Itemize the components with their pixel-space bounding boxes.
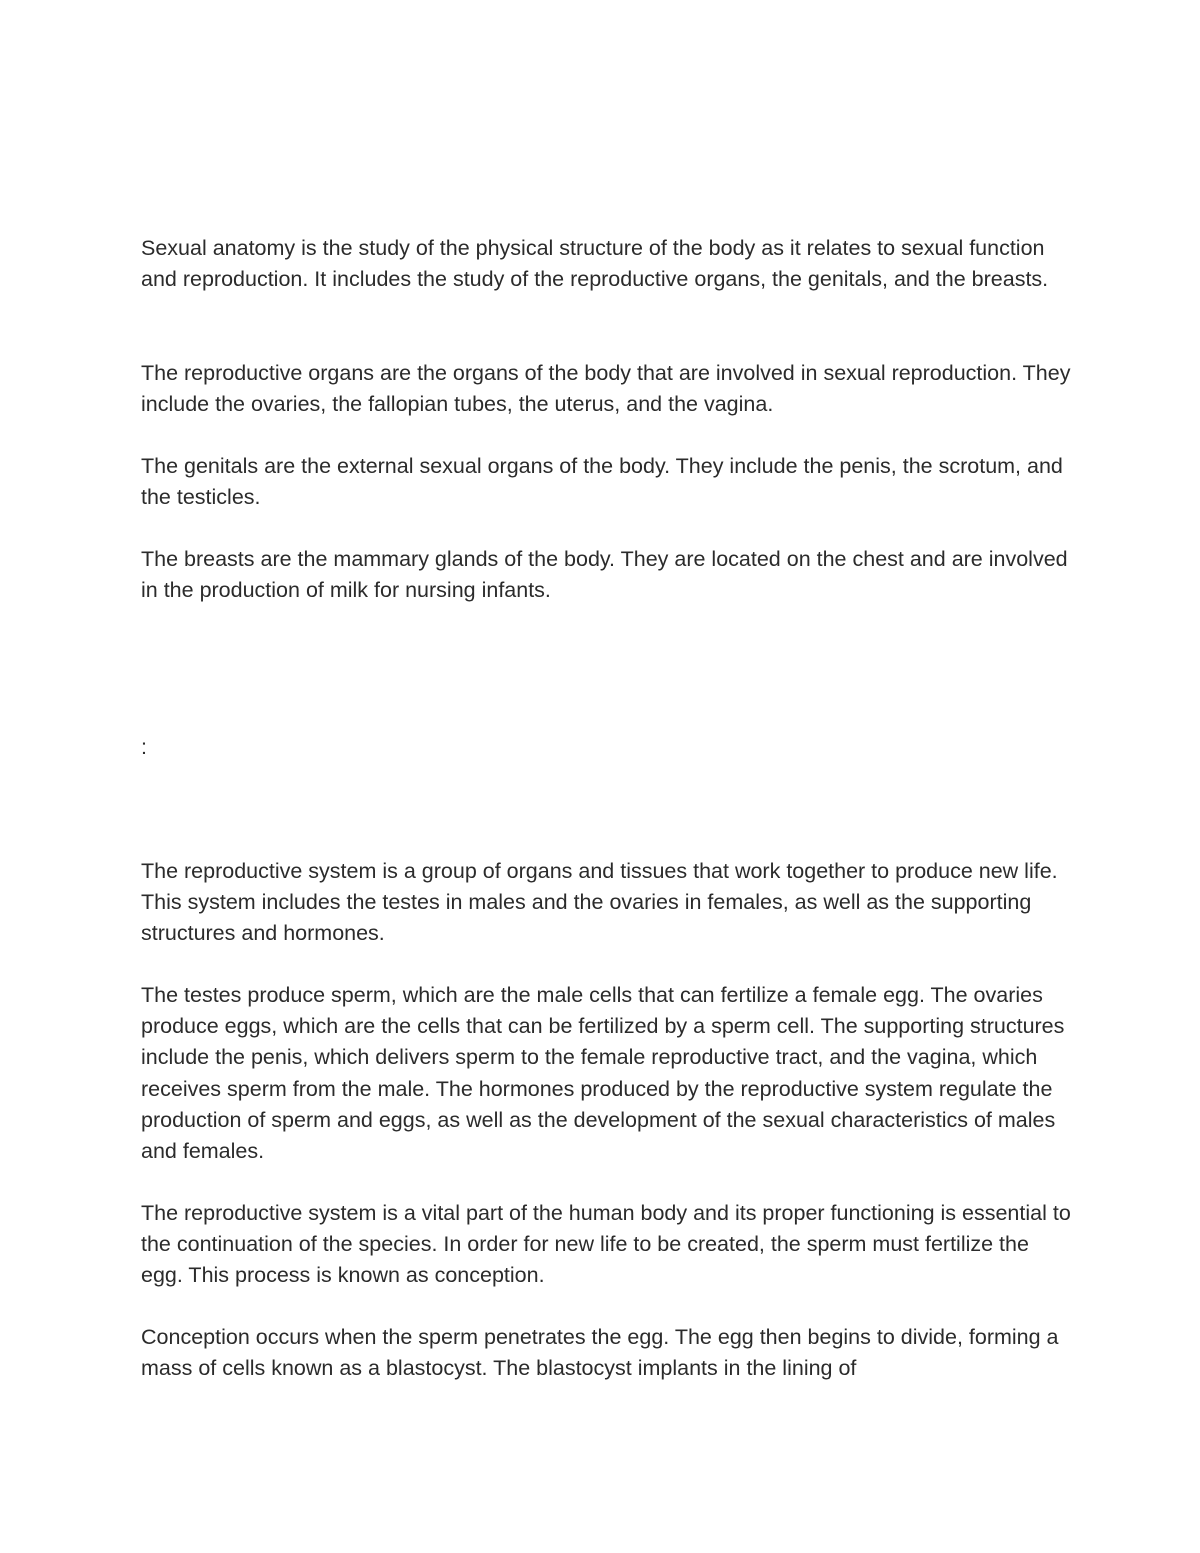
paragraph-genitals: The genitals are the external sexual organs of the body. They include the penis, the scrotum, and the testicles. xyxy=(141,454,1063,510)
paragraph-vital-part: The reproductive system is a vital part of the human body and its proper functioning is essential to the continuation of the species. In order for new life to be created, the sperm must fertilize the egg. This process is known as conception. xyxy=(141,1201,1071,1288)
paragraph-testes-ovaries: The testes produce sperm, which are the male cells that can fertilize a female egg. The ovaries produce eggs, which are the cells that can be fertilized by a sperm cell. The supporting structures include the penis, which delivers sperm to the female reproductive tract, and the vagina, which receives sperm from the male. The hormones produced by the reproductive system regulate the production of sperm and eggs, as well as the development of the sexual characteristics of males and females. xyxy=(141,983,1065,1164)
paragraph-conception: Conception occurs when the sperm penetrates the egg. The egg then begins to divide, forming a mass of cells known as a blastocyst. The blastocyst implants in the lining of xyxy=(141,1325,1059,1381)
paragraph-breasts: The breasts are the mammary glands of the body. They are located on the chest and are involved in the production of milk for nursing infants. xyxy=(141,547,1068,603)
paragraph-sexual-anatomy: Sexual anatomy is the study of the physical structure of the body as it relates to sexual function and reproduction. It includes the study of the reproductive organs, the genitals, and the breasts. xyxy=(141,236,1049,292)
paragraph-reproductive-system: The reproductive system is a group of organs and tissues that work together to produce new life. This system includes the testes in males and the ovaries in females, as well as the supporting structures and hormones. xyxy=(141,859,1058,946)
paragraph-reproductive-organs: The reproductive organs are the organs of the body that are involved in sexual reproduction. They include the ovaries, the fallopian tubes, the uterus, and the vagina. xyxy=(141,361,1071,417)
colon-separator: : xyxy=(141,735,147,759)
